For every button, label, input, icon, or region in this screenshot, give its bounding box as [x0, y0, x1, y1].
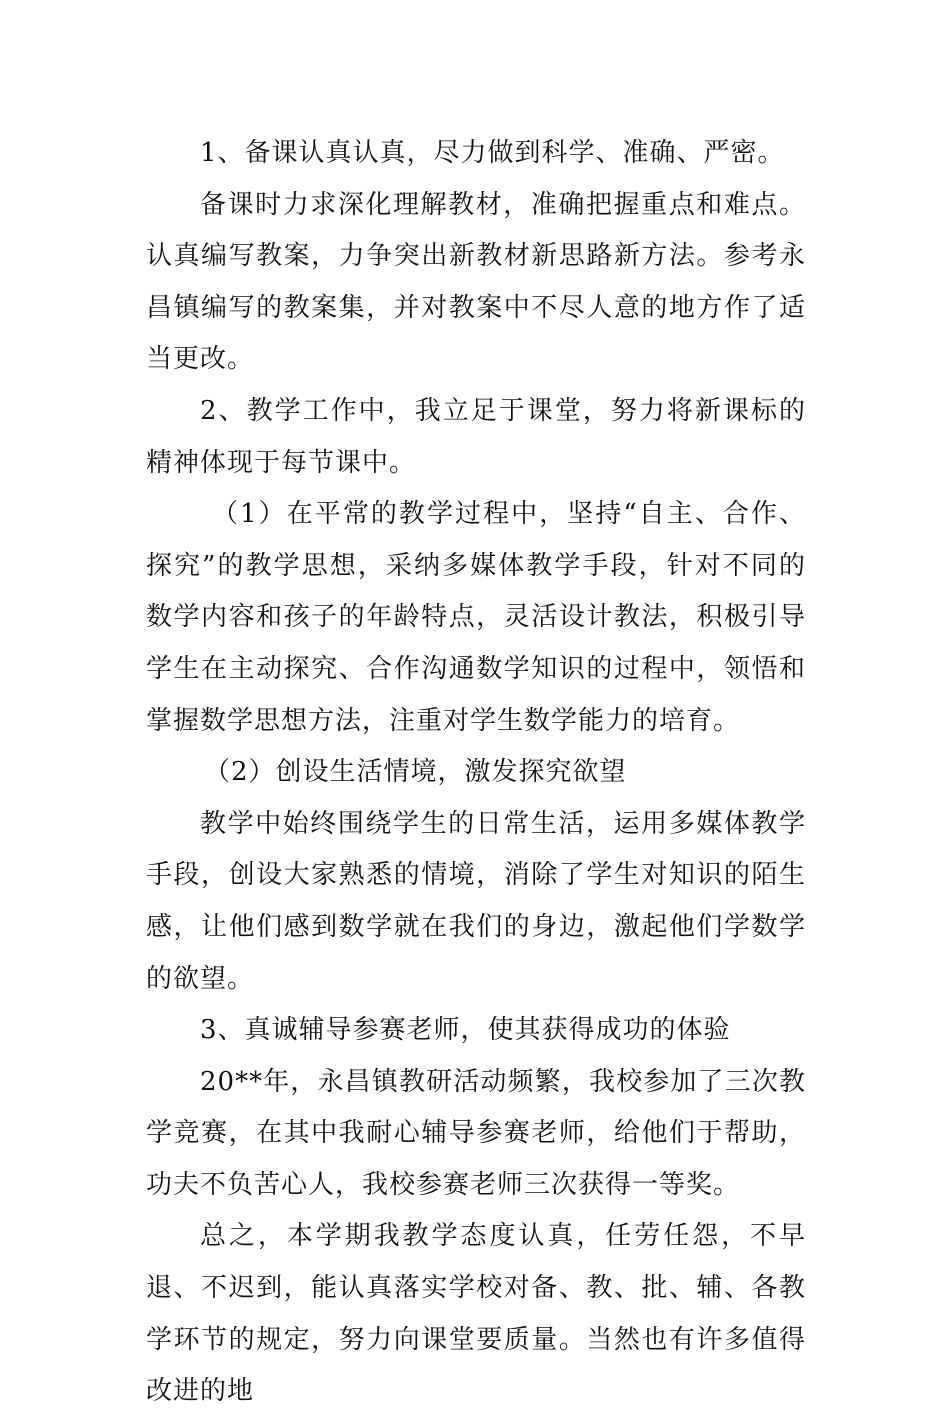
- paragraph-lesson-prep-heading: 1、备课认真认真，尽力做到科学、准确、严密。: [200, 138, 785, 168]
- paragraph-coaching-detail: 20**年，永昌镇教研活动频繁，我校参加了三次教学竞赛，在其中我耐心辅导参赛老师，给他们于帮助，功夫不负苦心人，我校参赛老师三次获得一等奖。: [146, 1066, 806, 1200]
- document-body: [146, 128, 806, 1418]
- paragraph-summary: 总之，本学期我教学态度认真，任劳任怨，不早退、不迟到，能认真落实学校对备、教、批、辅、各教学环节的规定，努力向课堂要质量。当然也有许多值得改进的地: [146, 1221, 806, 1407]
- paragraph-teaching-work-heading: 2、教学工作中，我立足于课堂，努力将新课标的精神体现于每节课中。: [146, 395, 806, 478]
- paragraph-teaching-process: （1）在平常的教学过程中，坚持“自主、合作、探究”的教学思想，采纳多媒体教学手段，针对不同的数学内容和孩子的年龄特点，灵活设计教法，积极引导学生在主动探究、合作沟通数学知识的过程中，领悟和掌握数学思想方法，注重对学生数学能力的培育。: [146, 499, 806, 736]
- paragraph-life-situation-detail: 教学中始终围绕学生的日常生活，运用多媒体教学手段，创设大家熟悉的情境，消除了学生对知识的陌生感，让他们感到数学就在我们的身边，激起他们学数学的欲望。: [146, 808, 806, 994]
- paragraph-lesson-prep-detail: 备课时力求深化理解教材，准确把握重点和难点。认真编写教案，力争突出新教材新思路新方法。参考永昌镇编写的教案集，并对教案中不尽人意的地方作了适当更改。: [146, 189, 806, 375]
- paragraph-coaching-heading: 3、真诚辅导参赛老师，使其获得成功的体验: [200, 1015, 731, 1046]
- paragraph-life-situation-heading: （2）创设生活情境，激发探究欲望: [204, 757, 627, 788]
